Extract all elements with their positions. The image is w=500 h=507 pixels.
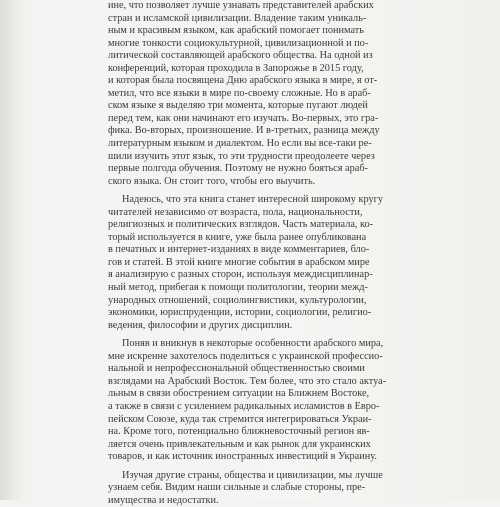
text-line: ународных отношений, социолингвистики, культурологии, (108, 294, 367, 306)
text-line: ине, что позволяет лучше узнавать представителей арабских (108, 0, 374, 11)
text-line: литературным языком и диалектом. Но если вы все-таки ре- (108, 138, 372, 150)
text-line: перед тем, как они начинают его изучать. Во-первых, это гра- (108, 112, 379, 124)
text-line: ведения, философии и других дисциплин. (108, 319, 293, 331)
text-line: конференций, которая проходила в Запорожье в 2015 году, (108, 62, 364, 74)
text-line: и которая была посвящена Дню арабского языка в мире, я от- (108, 75, 378, 87)
text-line: Поняв и вникнув в некоторые особенности арабского мира, (122, 338, 384, 350)
text-line: ный метод, прибегая к помощи политологии, теории межд- (108, 282, 368, 294)
text-line: торый используется в книге, уже была ранее опубликована (108, 231, 367, 243)
text-line: а также в связи с усилением радикальных исламистов в Евро- (108, 400, 380, 412)
text-line: фика. Во-вторых, произношение. И в-третьих, разница между (108, 125, 380, 137)
text-line: ляется очень привлекательным и как рынок для украинских (108, 438, 371, 450)
text-line: товаров, и как источник иностранных инвестиций в Украину. (108, 451, 377, 463)
text-line: религиозных и политических взглядов. Часть материала, ко- (108, 219, 374, 231)
text-line: многие тонкости социокультурной, цивилизационной и по- (108, 37, 369, 49)
text-line: ского языка. Он стоит того, чтобы его выучить. (108, 175, 316, 187)
text-line: метил, что все языки в мире по-своему сложные. Но в араб- (108, 87, 371, 99)
text-line: мне искренне захотелось поделиться с украинской профессио- (108, 350, 383, 362)
text-line: литической составляющей арабского общества. На одной из (108, 50, 373, 62)
text-line: Надеюсь, что эта книга станет интересной широкому кругу (122, 194, 384, 206)
text-line: взглядами на Арабский Восток. Тем более, что это стало актуа- (108, 375, 387, 387)
text-line: первые полгода обучения. Поэтому не нужно бояться араб- (108, 163, 368, 175)
text-line: гов и статей. В этой книге многие события в арабском мире (108, 256, 370, 268)
paragraph-4 (108, 469, 383, 507)
text-line: читателей независимо от возраста, пола, национальности, (108, 206, 363, 218)
text-line: ском языке я выделяю три момента, которые пугают людей (108, 100, 368, 112)
text-line: узнаем себя. Видим наши сильные и слабые стороны, пре- (108, 482, 366, 494)
text-line: имущества и недостатки. (108, 494, 219, 506)
paragraph-3 (108, 338, 387, 463)
text-line: нальной и непрофессиональной общественностью своими (108, 363, 365, 375)
body-text (108, 0, 387, 507)
text-line: шили изучить этот язык, то эти трудности преодолеете через (108, 150, 375, 162)
text-line: Изучая другие страны, общества и цивилизации, мы лучше (122, 469, 383, 481)
page-edge-shadow (0, 0, 22, 500)
text-line: ным и красивым языком, как арабский помогает понимать (108, 25, 364, 37)
text-line: на. Кроме того, потенциально ближневосточный регион яв- (108, 426, 370, 438)
text-line: пейском Союзе, куда так стремится интегрироваться Украи- (108, 413, 372, 425)
text-line: в печатных и интернет-изданиях в виде комментариев, бло- (108, 244, 370, 256)
text-line: я анализирую с разных сторон, используя междисциплинар- (108, 269, 373, 281)
text-line: экономики, юриспруденции, истории, социологии, религио- (108, 307, 372, 319)
paragraph-2 (108, 194, 384, 332)
text-line: стран и исламской цивилизации. Владение таким уникаль- (108, 12, 367, 24)
text-line: льным в связи обострением ситуации на Ближнем Востоке, (108, 388, 370, 400)
paragraph-1 (108, 0, 380, 188)
